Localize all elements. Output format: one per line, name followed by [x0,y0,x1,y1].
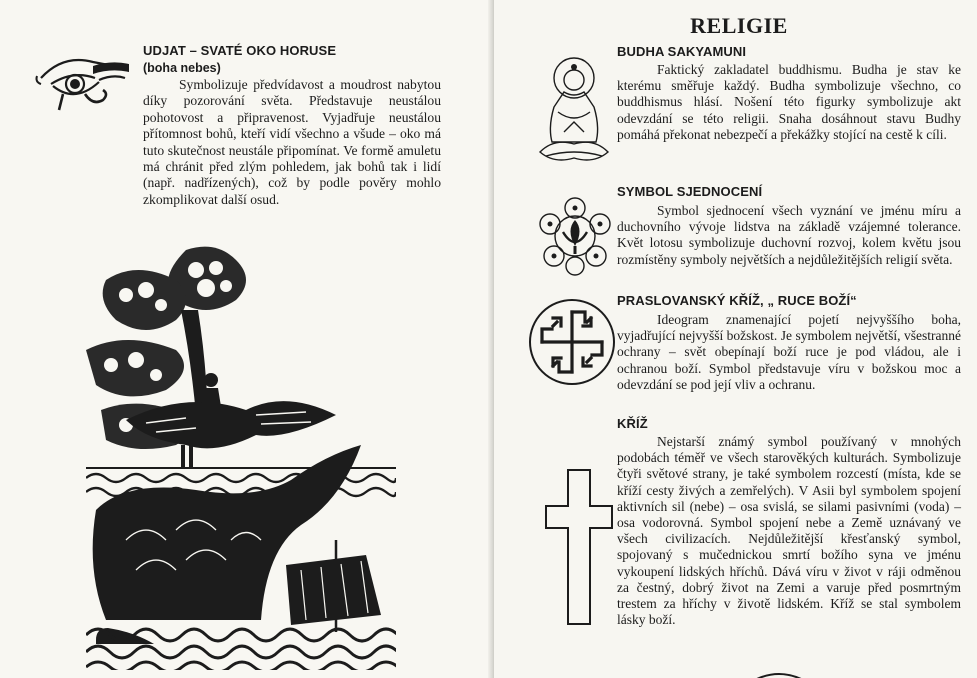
latin-cross-icon [544,468,614,626]
religie-heading: RELIGIE [690,13,788,38]
slavic-cross-title: PRASLOVANSKÝ KŘÍŽ, „ RUCE BOŽÍ“ [617,293,857,308]
slavic-cross-icon [527,296,617,388]
lotus-unity-icon [538,196,612,276]
buddha-text: Faktický zakladatel buddhismu. Budha je stav ke kterému směřuje každý. Budha symbolizuje všechno, co buddhismus hlásí. Nošení této figurky symbolizuje akt odevzdání se této religii. Snaha dosáhnout stavu Budhy pomáhá překonat nebezpečí a překážky stojící na cestě k cíli. [617,62,961,142]
cross-text: Nejstarší známý symbol používaný v mnohých podobách téměř ve všech starověkých kulturách. Symbolizuje čtyři světové strany, je také symbolem rozcestí (místa, kde se kříží cesty živých a zemřelých). V Asii byl symbolem spojení aktivních sil (nebe) – osa svislá, se silami pasivními (voda) – osa vodorovná. Symbol spojení nebe a Země uznávaný ve všech civilizacích. Nejdůležitější křesťanský symbol, spojovaný s mučednickou smrtí božího syna ve jménu vykoupení lidských hříchů. Dává víru v život v ráji odměnou za čestný, dobrý život na Zemi a varuje před posmrtným trestem za hříchy v životě lidském. Kříž se stal symbolem lásky boží. [617,434,961,628]
udjat-subtitle: (boha nebes) [143,61,221,75]
right-page [494,0,977,678]
cross-title: KŘÍŽ [617,416,648,431]
woodcut-illustration [86,240,396,670]
unity-title: SYMBOL SJEDNOCENÍ [617,184,763,199]
buddha-icon [534,52,614,170]
page-edge-mark [749,668,809,678]
udjat-text: Symbolizuje předvídavost a moudrost nabytou díky pozorování světa. Představuje neustálou pohotovost a připravenost. Vyjadřuje neustálou přítomnost bohů, kteří vidí všechno a všude – oko má tuto skutečnost neustále připomínat. Ve formě amuletu má chránit před zlým pohledem, jak bohů tak i lidí (např. nadřízených), což by podle pověry mohlo zkomplikovat další osud. [143,77,441,207]
eye-of-horus-icon [33,48,133,114]
udjat-title: UDJAT – SVATÉ OKO HORUSE [143,43,337,58]
slavic-cross-text: Ideogram znamenající pojetí nejvyššího boha, vyjadřující nejvyšší božskost. Je symbolem největší, všestranné ochrany – svět obepínají boží ruce je pod vládou, ale i ochranou boží. Symbol představuje víru v božskou moc a odevzdání se pod její vliv a ochranu. [617,312,961,392]
unity-text: Symbol sjednocení všech vyznání ve jménu míru a duchovního vývoje lidstva na základě vzájemné tolerance. Květ lotosu symbolizuje duchovní rozvoj, kolem květu jsou rozmístěny symboly největších a nejdůležitějších religií světa. [617,203,961,267]
buddha-title: BUDHA SAKYAMUNI [617,44,747,59]
